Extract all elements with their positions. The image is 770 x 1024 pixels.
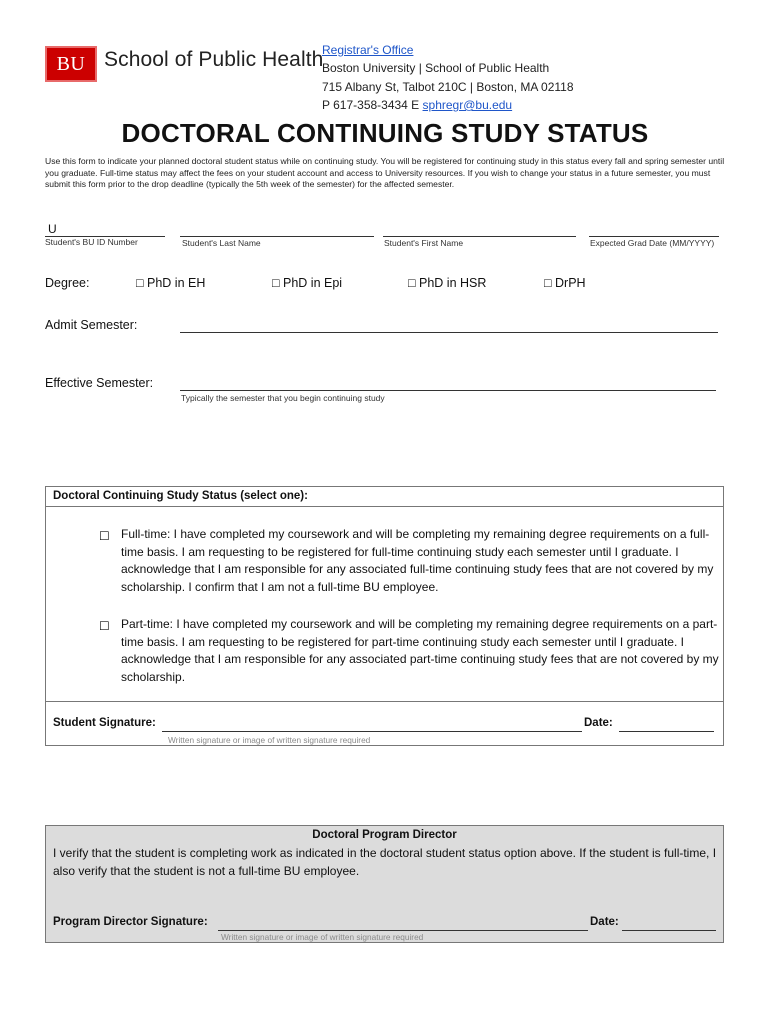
fulltime-checkbox[interactable]: ☐ — [99, 529, 110, 543]
parttime-checkbox[interactable]: ☐ — [99, 619, 110, 633]
student-id-prefix: U — [48, 222, 57, 236]
student-id-field[interactable] — [45, 220, 165, 237]
effective-semester-field[interactable] — [180, 376, 716, 391]
registrar-office-link[interactable]: Registrar's Office — [322, 43, 414, 57]
grad-date-label: Expected Grad Date (MM/YYYY) — [590, 238, 715, 248]
fulltime-option-text: Full-time: I have completed my coursework and will be completing my remaining degree requirements on a full-time basis. I am requesting to be registered for full-time continuing study each semester until I graduate. I acknowledge that I am responsible for any associated full-time continuing study fees that are not covered by my scholarship. I confirm that I am not a full-time BU employee. — [121, 527, 714, 594]
grad-date-field[interactable] — [589, 220, 719, 237]
degree-label: Degree: — [45, 276, 90, 290]
admit-semester-label: Admit Semester: — [45, 318, 138, 332]
address-line-1: Boston University | School of Public Health — [322, 61, 550, 75]
director-signature-hint: Written signature or image of written signature required — [221, 932, 424, 942]
degree-option-phd-eh[interactable]: □ PhD in EH — [136, 276, 206, 290]
last-name-label: Student's Last Name — [182, 238, 261, 248]
first-name-field[interactable] — [383, 220, 576, 237]
student-signature-hint: Written signature or image of written signature required — [168, 735, 371, 745]
degree-option-phd-epi[interactable]: □ PhD in Epi — [272, 276, 343, 290]
student-date-label: Date: — [584, 717, 613, 729]
director-date-field[interactable] — [622, 916, 716, 931]
director-verification-text: I verify that the student is completing work as indicated in the doctoral student status option above. If the student is full-time, I also verify that the student is not a full-time BU employee. — [53, 846, 717, 878]
student-signature-field[interactable] — [162, 717, 582, 732]
first-name-label: Student's First Name — [384, 238, 464, 248]
phone-text: P 617-358-3434 E — [322, 98, 423, 112]
director-signature-field[interactable] — [218, 916, 588, 931]
email-link[interactable]: sphregr@bu.edu — [422, 98, 513, 112]
director-section — [45, 825, 724, 943]
page-title: DOCTORAL CONTINUING STUDY STATUS — [121, 118, 649, 148]
contact-line — [322, 97, 512, 114]
director-signature-label: Program Director Signature: — [53, 916, 208, 928]
student-signature-label: Student Signature: — [53, 717, 156, 729]
address-line-2: 715 Albany St, Talbot 210C | Boston, MA 02118 — [322, 80, 574, 94]
intro-text: Use this form to indicate your planned doctoral student status while on continuing study. You will be registered for continuing study in this status every fall and spring semester until you graduate. Full-time status may affect the fees on your student account and access to University resources. If you wish to change your status in a future semester, you must submit this form prior to the drop deadline (typically the 5th week of the semester) for the affected semester. — [45, 156, 725, 189]
student-date-field[interactable] — [619, 717, 714, 732]
status-section-header — [46, 487, 723, 507]
effective-semester-label: Effective Semester: — [45, 376, 154, 390]
director-date-label: Date: — [590, 916, 619, 928]
director-section-heading: Doctoral Program Director — [312, 829, 457, 841]
status-section-heading: Doctoral Continuing Study Status (select one): — [53, 490, 308, 502]
degree-option-phd-hsr[interactable]: □ PhD in HSR — [408, 276, 487, 290]
bu-logo: BU — [45, 46, 97, 82]
effective-semester-hint: Typically the semester that you begin continuing study — [181, 393, 385, 403]
degree-option-drph[interactable]: □ DrPH — [544, 276, 586, 290]
student-id-label: Student's BU ID Number — [45, 237, 138, 247]
status-section — [45, 486, 724, 746]
school-name-logo: School of Public Health — [104, 48, 324, 71]
parttime-option-text: Part-time: I have completed my coursework and will be completing my remaining degree requirements on a part-time basis. I am requesting to be registered for part-time continuing study each semester until I graduate. I acknowledge that I am responsible for any associated part-time continuing study fees that are not covered by my scholarship. — [121, 617, 719, 684]
admit-semester-field[interactable] — [180, 318, 718, 333]
last-name-field[interactable] — [180, 220, 374, 237]
divider — [46, 701, 723, 702]
